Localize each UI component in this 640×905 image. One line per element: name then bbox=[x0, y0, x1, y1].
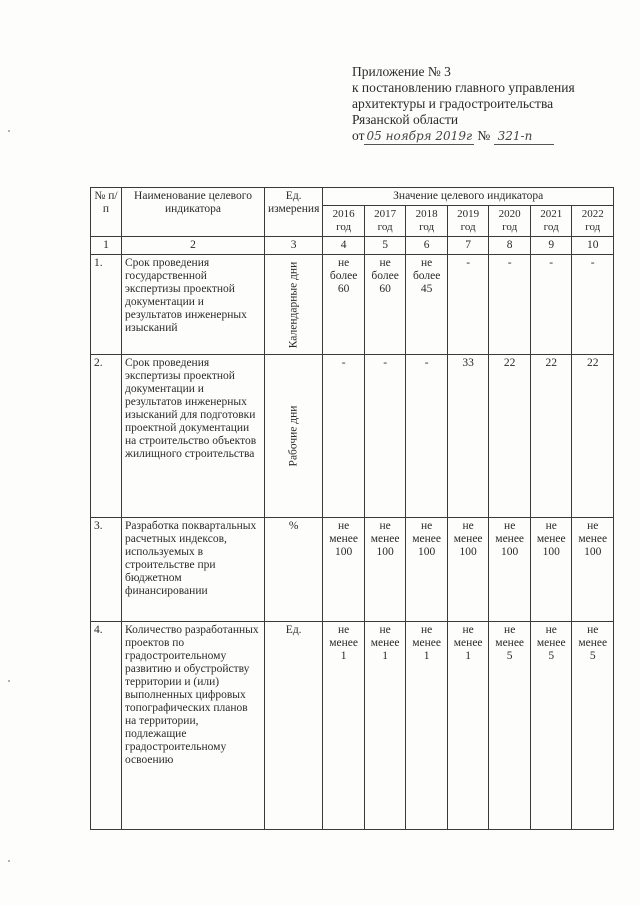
value-cell: не менее 1 bbox=[447, 622, 489, 830]
column-number: 6 bbox=[406, 237, 448, 255]
year-2018: 2018 год bbox=[406, 206, 448, 237]
table-row bbox=[91, 355, 614, 518]
value-cell: - bbox=[364, 355, 406, 518]
row-number: 4. bbox=[91, 622, 122, 830]
appendix-date-line bbox=[352, 128, 622, 145]
column-number: 8 bbox=[489, 237, 531, 255]
number-prefix: № bbox=[477, 128, 491, 143]
value-cell: не более 45 bbox=[406, 255, 448, 355]
value-cell: - bbox=[530, 255, 572, 355]
value-cell: не менее 5 bbox=[489, 622, 531, 830]
indicators-table bbox=[90, 187, 614, 830]
year-2022: 2022 год bbox=[572, 206, 614, 237]
value-cell: не менее 5 bbox=[530, 622, 572, 830]
indicator-name: Разработка поквартальных расчетных индексов, используемых в строительстве при бюджетном финансировании bbox=[122, 518, 265, 622]
appendix-header bbox=[352, 64, 622, 145]
year-2016: 2016 год bbox=[323, 206, 365, 237]
column-number: 7 bbox=[447, 237, 489, 255]
unit-label: Календарные дни bbox=[287, 261, 300, 348]
value-cell: - bbox=[323, 355, 365, 518]
column-number: 2 bbox=[122, 237, 265, 255]
value-cell: - bbox=[572, 255, 614, 355]
table-row bbox=[91, 255, 614, 355]
value-cell: не менее 100 bbox=[447, 518, 489, 622]
value-cell: не менее 100 bbox=[489, 518, 531, 622]
value-cell: не менее 1 bbox=[406, 622, 448, 830]
appendix-line-3: архитектуры и градостроительства bbox=[352, 96, 554, 111]
value-cell: 33 bbox=[447, 355, 489, 518]
indicator-name: Срок проведения экспертизы проектной документации и результатов инженерных изысканий для подготовки проектной документации на строительство объектов жилищного строительства bbox=[122, 355, 265, 518]
unit-cell: Ед. bbox=[265, 622, 323, 830]
header-no: № п/п bbox=[91, 188, 122, 237]
value-cell: не менее 100 bbox=[572, 518, 614, 622]
year-2020: 2020 год bbox=[489, 206, 531, 237]
indicator-name: Срок проведения государственной экспертизы проектной документации и результатов инженерных изысканий bbox=[122, 255, 265, 355]
header-values: Значение целевого индикатора bbox=[323, 188, 614, 206]
value-cell: не менее 5 bbox=[572, 622, 614, 830]
column-number: 1 bbox=[91, 237, 122, 255]
column-number-row bbox=[91, 237, 614, 255]
value-cell: не менее 100 bbox=[530, 518, 572, 622]
table-row bbox=[91, 622, 614, 830]
column-number: 9 bbox=[530, 237, 572, 255]
value-cell: не менее 100 bbox=[323, 518, 365, 622]
value-cell: - bbox=[406, 355, 448, 518]
value-cell: - bbox=[447, 255, 489, 355]
appendix-line-2: к постановлению главного управления bbox=[352, 80, 575, 95]
year-2017: 2017 год bbox=[364, 206, 406, 237]
year-2021: 2021 год bbox=[530, 206, 572, 237]
column-number: 4 bbox=[323, 237, 365, 255]
column-number: 10 bbox=[572, 237, 614, 255]
year-2019: 2019 год bbox=[447, 206, 489, 237]
indicator-name: Количество разработанных проектов по градостроительному развитию и обустройству территории и (или) выполненных цифровых топографических планов на территории, подлежащие градостроительному освоению bbox=[122, 622, 265, 830]
appendix-line-4: Рязанской области bbox=[352, 112, 459, 127]
column-number: 3 bbox=[265, 237, 323, 255]
value-cell: не более 60 bbox=[323, 255, 365, 355]
table-row bbox=[91, 518, 614, 622]
scan-speck bbox=[8, 860, 10, 862]
header-unit: Ед. измерения bbox=[265, 188, 323, 237]
value-cell: не менее 100 bbox=[406, 518, 448, 622]
scan-speck bbox=[8, 680, 10, 682]
value-cell: - bbox=[489, 255, 531, 355]
row-number: 2. bbox=[91, 355, 122, 518]
appendix-title: Приложение № 3 bbox=[352, 64, 451, 79]
from-prefix: от bbox=[352, 128, 365, 143]
unit-label: Рабочие дни bbox=[287, 405, 300, 467]
table-header-row bbox=[91, 188, 614, 206]
column-number: 5 bbox=[364, 237, 406, 255]
value-cell: не менее 1 bbox=[364, 622, 406, 830]
value-cell: не менее 100 bbox=[364, 518, 406, 622]
row-number: 1. bbox=[91, 255, 122, 355]
value-cell: не менее 1 bbox=[323, 622, 365, 830]
scan-speck bbox=[8, 130, 10, 132]
unit-cell bbox=[265, 255, 323, 355]
value-cell: 22 bbox=[530, 355, 572, 518]
handwritten-number: 321-п bbox=[494, 128, 554, 145]
value-cell: не более 60 bbox=[364, 255, 406, 355]
value-cell: 22 bbox=[489, 355, 531, 518]
unit-cell: % bbox=[265, 518, 323, 622]
header-name: Наименование целевого индикатора bbox=[122, 188, 265, 237]
row-number: 3. bbox=[91, 518, 122, 622]
handwritten-date: 05 ноября 2019г bbox=[366, 129, 473, 143]
unit-cell bbox=[265, 355, 323, 518]
value-cell: 22 bbox=[572, 355, 614, 518]
